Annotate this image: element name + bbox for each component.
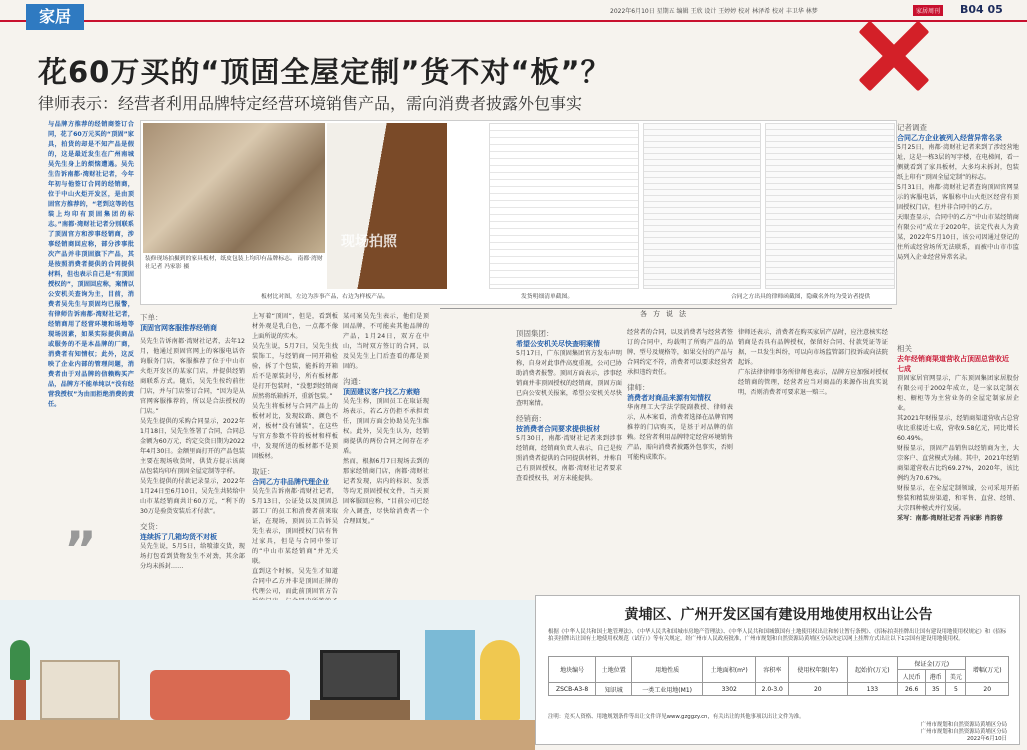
th: 美元 — [946, 670, 966, 683]
paragraph: 财报显示，顶固产品销售以经销商为主，大宗客户、直营模式为辅。其中，2021年经销商渠道营收占比约69.27%，2020年，该比例约为70.67%。 — [897, 445, 1019, 482]
th: 港币 — [926, 670, 946, 683]
bookshelf — [40, 660, 120, 720]
th: 起始价(万元) — [847, 657, 898, 683]
paragraph: 5月17日，广东顶固集团官方发布声明称，自身对此事件高度重视，公司已协助消费者报警。顶固方面表示，涉事经销商并非顶固授权的经销商，顶固方面已向公安机关报案，希望公安机关尽快查明案情。 — [516, 350, 622, 407]
sofa — [150, 670, 290, 720]
caption-1: 装修现场拍摄到的家具板材，纸皮包装上均印有品牌标志。 南都·湾财社记者 冯家影 摄 — [145, 256, 323, 270]
paragraph: 吴先生告诉南都·湾财社记者，去年12月，他通过顶固官网上的客服电话咨询服务门店，客服推荐了位于中山市火炬开发区的某家门店，并提供经销商联系方式。随后，吴先生按约前往门店，并与门店签订合同，“因为是从官网客服推荐的，所以是合法授权的门店。” — [140, 338, 245, 415]
table-row — [549, 683, 1009, 696]
subhead-lawyer: 消费者对商品来源有知情权 — [627, 394, 711, 402]
paragraph: 律师还表示，消费者在购买家居产品时，应注意核实经销商是否具有品牌授权，保留好合同、付款凭证等证据，一旦发生纠纷，可以向市场监管部门投诉或向法院起诉。 — [738, 329, 888, 366]
kicker-evidence: 取证： — [252, 467, 275, 476]
paragraph: 某司案吴先生表示，他们是顶固品牌，不可能卖其他品牌的产品，1月24日，双方在中山，当时双方签订的合同，以及吴先生上门后查看的都是顶固的。 — [343, 313, 429, 370]
td: 20 — [966, 683, 1009, 696]
th: 用地性质 — [632, 657, 703, 683]
page-number: B04 05 — [960, 3, 1003, 16]
paragraph: 吴先生称，顶固员工在取证现场表示，若乙方仍拒不承担责任，顶固方面会协助吴先生维权。此外，吴先生认为，经销商提供的两份合同之间存在矛盾。 — [343, 398, 429, 455]
th: 使用权年限(年) — [788, 657, 847, 683]
paragraph: 5月25日，南都·湾财社记者来到了涉经营地址，这是一栋3层的写字楼，在电梯间，看一侧就看到了家具板材，大多均未拆封，包装纸上印有“顶固全屋定制”的标志。 — [897, 144, 1019, 181]
photo-boxes — [143, 123, 325, 253]
subhead-delivery: 连续拆了几箱均货不对板 — [140, 533, 217, 541]
td: ZSCB-A3-8 — [549, 683, 596, 696]
notice-date: 2022年6月10日 — [966, 736, 1007, 742]
td: 知识城 — [596, 683, 632, 696]
photo-strip — [140, 120, 897, 305]
paragraph: 吴先生将板材与合同产品上的板材对比，发现纹路、颜色不对，板材“没有铺装”，在这些与官方参数不符的板材和样板中，发现所送的板材都不是顶固板材。 — [252, 403, 338, 460]
paragraph: 其2021年财报显示，经销商渠道营收占总营收比重接近七成，营收9.58亿元，同比增长60.49%。 — [897, 415, 1019, 442]
kicker-communication: 沟通： — [343, 377, 366, 386]
paragraph: 天眼查显示，合同中的乙方“中山市某经销商有限公司”成立于2020年，法定代表人为黄某，2022年5月10日，该公司因通过登记的住所或经营场所无法联系，而被中山市市监局列入企业经营异常名录。 — [897, 214, 1019, 261]
paragraph: 吴先生提供的采购合同显示，2022年1月18日，吴先生签署了合同，合同总金额为60万元，约定交货日期为2022年4月30日。金额里面打开的产品包装主要在现场收货时，供货方提示该商品包装均印有顶固全屋定制等字样。 — [140, 418, 245, 475]
tv — [320, 650, 400, 700]
paragraph: 经营者的合同，以及消费者与经营者签订的合同中，均载明了所购产品的品牌、型号及规格等，如果交付的产品与合同约定不符，消费者可以要求经营者承担违约责任。 — [627, 329, 733, 376]
headline: 花60万买的“顶固全屋定制”货不对“板”？ — [38, 55, 611, 89]
byline: 采写：南都·湾财社记者 冯家影 肖韵蓉 — [897, 515, 1003, 522]
body-column-5 — [627, 328, 733, 598]
caption-4: 合同之方出具的律师函截图，隐藏名外均为受访者提供 — [731, 294, 871, 300]
living-room-illustration — [0, 600, 535, 750]
subhead-communication: 顶固建议客户找乙方索赔 — [343, 388, 420, 396]
paragraph: 吴先生说，5月5日，给喷漆交货，现场打包看到货物发生不对劲，其余部分均未拆封…… — [140, 543, 245, 570]
td: 3302 — [702, 683, 756, 696]
floor — [0, 720, 535, 750]
td: 2.0-3.0 — [756, 683, 789, 696]
paragraph: 然而，根据6月7日现场去到的那家经销商门店，南都·湾财社记者发现，店内的标识、发票等均无顶固授权文件，当天顶固客服回应称，“目前公司已经介入调查，尽快给消费者一个合理回复。” — [343, 458, 429, 525]
paragraph: 顶固家居官网显示，广东顶固集团家居股份有限公司于2002年成立，是一家以定制衣柜、橱柜等为主营业务的全屋定制家居企业。 — [897, 375, 1019, 412]
edition-badge: 家居周刊 — [913, 5, 943, 16]
subhead-dinggu: 希望公安机关尽快查明案情 — [516, 340, 600, 348]
td: 26.6 — [898, 683, 926, 696]
paragraph: 吴先生告诉南都·湾财社记者，5月13日，公证处以及顶固总部工厂的员工和消费者前来取证，在现场，顶固员工告诉吴先生表示，顶固授权门店有售过家具，但是与合同中签订的“中山市某经销商”并无关联。 — [252, 488, 338, 565]
td: 35 — [926, 683, 946, 696]
body-column-2 — [252, 312, 338, 597]
caption-3: 发货明细清单截图。 — [521, 294, 574, 300]
plant-icon — [10, 640, 30, 680]
photo-letter — [643, 123, 761, 289]
kicker-delivery: 交货： — [140, 522, 163, 531]
notice-title: 黄埔区、广州开发区国有建设用地使用权出让公告 — [624, 607, 933, 623]
paragraph: 吴先生说，5月7日，吴先生找装饰工，与经销商一同开箱检验，拆了个包装，能拆的开箱后不是原装封号，所有板材都是打开包装时，“没想到经销商居然将纸箱拆开，重新包装。” — [252, 343, 338, 400]
red-x-icon — [858, 18, 928, 88]
plant-pot — [14, 680, 26, 720]
subhead-related: 去年经销商渠道营收占顶固总营收近七成 — [897, 355, 1009, 373]
photo-boards — [327, 123, 447, 289]
th: 土地面积(m²) — [702, 657, 756, 683]
notice-body: 根据《中华人民共和国土地管理法》、《中华人民共和国城市房地产管理法》、《中华人民共和国城镇国有土地使用权出让和转让暂行条例》、《招标拍卖挂牌出让国有建设用地使用权规定》和《招标拍卖挂牌出让国有土地使用权规范（试行）》等有关规定，经广州市人民政府批准，广州市规划和自然资源局黄埔区分局决定以网上挂牌方式出让以下1宗国有建设用地使用权。 — [548, 629, 1007, 642]
quote-mark-icon: ” — [64, 521, 97, 579]
paragraph: 广东法律律师事务所律师也表示，品牌方应加强对授权经销商的管理，经营者应当对商品的来源作出真实说明，否则消费者可要求退一赔三。 — [738, 369, 888, 396]
paragraph: 财报显示，在全屋定制领域，公司采用开拓整装和精装房渠道，和零售、直营、经销、大宗四种模式并行发展。 — [897, 485, 1019, 512]
section-tag: 家居 — [26, 4, 84, 30]
caption-2: 板材比对图，左边为涉事产品，右边为样板产品。 — [261, 294, 389, 300]
paragraph: 直到这个时候，吴先生才知道合同中乙方并非是顶固正牌的代理公司，而此前顶固官方告 — [252, 568, 338, 595]
th: 容积率 — [756, 657, 789, 683]
header-meta: 2022年6月10日 星期五 编辑 王欣 设计 王婷婷 校对 林泽希 校对 丰卫华 林梦 — [610, 8, 818, 15]
viewpoints-header: 各方说法 — [440, 308, 892, 320]
body-column-6 — [738, 328, 888, 593]
td: 5 — [946, 683, 966, 696]
kicker-investigation: 记者调查 — [897, 123, 927, 132]
subhead-dealer: 按消费者合同要求提供板材 — [516, 425, 600, 433]
td: 一类工业用地(M1) — [632, 683, 703, 696]
subhead-order: 顶固官网客服推荐经销商 — [140, 324, 217, 332]
paragraph: 5月31日，南都·湾财社记者查询顶固官网显示的客服电话，客服称中山火炬区经营有顶固授权门店，但并非合同中的乙方。 — [897, 184, 1019, 211]
th: 保证金(万元) — [898, 657, 966, 670]
notice-signature — [921, 722, 1007, 743]
kicker-order: 下单： — [140, 313, 163, 322]
body-column-4 — [516, 328, 622, 598]
th: 增幅(万元) — [966, 657, 1009, 683]
right-column — [897, 120, 1027, 620]
kicker-related: 相关 — [897, 344, 912, 353]
subhead-investigation: 合同乙方企业被列入经营异常名录 — [897, 134, 1002, 142]
land-table — [548, 656, 1009, 696]
signer: 广州市规划和自然资源局黄埔区分局 — [920, 722, 1007, 728]
intro-lead: 与品牌方推荐的经销商签订合同，花了60万元买的“顶固”家具，拍货的却是不知产品是假的，这是最近发生在广州南城吴先生身上的烦恼遭遇。吴先生告诉南都·湾财社记者，今年年初与他签订合同的经销商，位于中山火炬开发区，是由顶固官方推荐的，“老到这等的包装上均印有顶固集团的标志。”南都·湾财社记者分别联系了顶固官方和涉事经销商，涉事经销商回应称，部分涉事批次产品并非顶固旗下产品，其是按照消费者提供的合同提供材料，但也表示自己是“有顶固授权的”，顶固回应称，案情以公安机关查询为主，目前，消费者吴先生与顶固均已报警，有律师告诉南都·湾财社记者，经销商用了经营环境和场地等现场因素，如果实际提供商品或服务的不是本品牌的厂商，消费者有知情权；此外，这反映了企业内部的管理问题，消费者由于对品牌的信赖购买产品，品牌方不能单纯以“没有经营我授权”为由而拒绝消费的责任。 — [48, 121, 134, 408]
body-column-3 — [343, 312, 429, 597]
paragraph: 华南理工大学法学院副教授、律师表示，从本案看，消费者选择在品牌官网推荐的门店购买，是基于对品牌的信赖。经营者利用品牌特定经营环境销售产品，需向消费者披露外包事实，否则可能构成欺诈。 — [627, 404, 733, 461]
th: 土地位置 — [596, 657, 632, 683]
signer: 广州市规划和自然资源局黄埔区分局 — [920, 729, 1007, 735]
tv-stand — [310, 700, 410, 720]
land-auction-notice — [535, 595, 1020, 745]
photo-invoice — [489, 123, 639, 289]
paragraph: 上写着“顶固”，但是，看到板材外观是乳白色，一点都不像上面所说的实木。 — [252, 313, 338, 340]
th: 地块编号 — [549, 657, 596, 683]
paragraph: 吴先生提供的付款记录显示，2022年1月24日至6月10日，吴先生共转给中山市某经销商共计60万元，“利下的30万是验货安装后才付款”。 — [140, 478, 245, 515]
paragraph: 5月30日，南都·湾财社记者来到涉事经销商，经销商负责人表示，自己是按照消费者提供的合同提供材料，并称自己有顶固授权，南都·湾财社记者要求查看授权书，对方未能提供。 — [516, 435, 622, 482]
td: 133 — [847, 683, 898, 696]
window — [425, 630, 475, 720]
td: 20 — [788, 683, 847, 696]
kicker-dealer: 经销商： — [516, 414, 546, 423]
subhead-evidence: 合同乙方非品牌代理企业 — [252, 478, 329, 486]
intro-column — [48, 120, 134, 530]
kicker-lawyer: 律师： — [627, 383, 650, 392]
body-column-1 — [140, 312, 245, 597]
photo-letter-2 — [765, 123, 895, 289]
kicker-dinggu: 顶固集团： — [516, 329, 554, 338]
lamp — [480, 640, 520, 720]
notice-note: 注明：竞买人资格、用地规划条件等出让文件详见www.gzggzy.cn，有关出让的其他事项以出让文件为准。 — [548, 714, 805, 720]
th: 人民币 — [898, 670, 926, 683]
subheadline: 律师表示：经营者利用品牌特定经营环境销售产品，需向消费者披露外包事实 — [38, 94, 583, 113]
watermark: 现场拍照 — [341, 234, 397, 250]
